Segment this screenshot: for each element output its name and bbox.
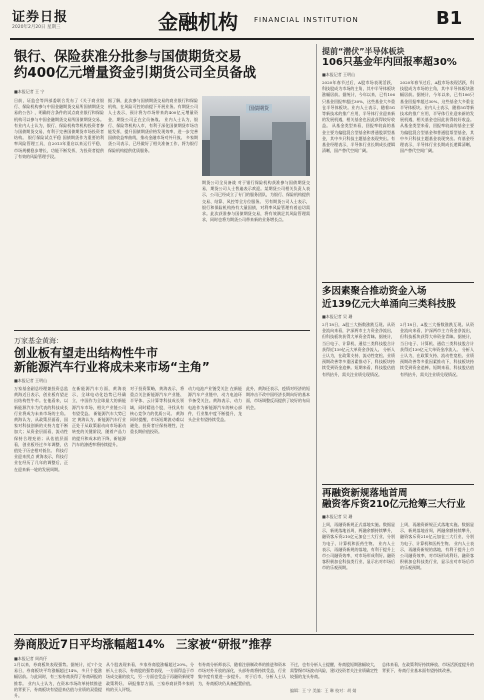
mid-body-col3: 对于投资策略，黄海表示，将重点关注新能源汽车产业链、半导体、云计算等科技成长领域，同时精选个股，寻找具有核心竞争力的优质公司。 黄海同时提醒，市场短期波动难以避免，投资者应保持理性，注重长期价值投资。 bbox=[130, 386, 184, 435]
right-mid-body-col2: 2月18日，A股三大指数涨跌互现。从资金流向来看，沪深两市主力资金净流出，但科技板块获得大单资金青睐。据统计，当日电子、计算机、通信三类科技股合计获得近139亿元大单资金净流入。 分析人士认为，在政策支持、流动性宽松、业绩预期改善等多重因素推动下，科技板块持续受到资金追捧。短期来看，科技股估值有所抬升，需关注业绩兑现情况。 bbox=[400, 322, 474, 377]
lead-headline-line2: 约400亿元增量资金引期货公司全员备战 bbox=[14, 66, 257, 82]
section-title-en: FINANCIAL INSTITUTION bbox=[254, 16, 359, 24]
mid-body-col2: 在新能源汽车方面，黄海表示，全球电动化趋势已经确立，中国作为全球最大的新能源汽车市场，相关产业链公司有望受益。 新能源汽车大势已定 黄海认为，新能源汽车行业正处于从政策驱动向市场驱动转变的关键阶段，随着产品力的提升和成本的下降，新能源汽车的渗透率将持续提升。 bbox=[72, 386, 126, 447]
section-title: 金融机构 bbox=[158, 10, 238, 34]
right-bottom-byline: ■本报记者 吴 珊 bbox=[322, 514, 353, 519]
right-top-headline: 106只基金年内回报率超30% bbox=[322, 57, 457, 68]
bottom-byline: ■本报记者 周尚伃 bbox=[14, 656, 48, 661]
right-mid-body-col1: 2月18日，A股三大指数涨跌互现。从资金流向来看，沪深两市主力资金净流出，但科技板块获得大单资金青睐。据统计，当日电子、计算机、通信三类科技股合计获得近139亿元大单资金净流入。 分析人士认为，在政策支持、流动性宽松、业绩预期改善等多重因素推动下，科技板块持续受到资金追捧。短期来看，科技股估值有所抬升，需关注业绩兑现情况。 bbox=[322, 322, 395, 377]
right-mid-headline: 多因素聚合推动资金入场 bbox=[322, 286, 427, 297]
right-top-body-col2: 2020年春节过后，A股市场表现活跃，科技股成为市场的主角，其中半导体板块涨幅居前。据统计，今年以来，已有106只基金回报率超过30%，这些基金大多重仓半导体板块。业内人士表示，随着5G等新技术的推广应用，半导体行业迎来新的发展机遇，相关基金也因此获得较好收益。 从基金类型来看，回报率较高的基金主要为偏股混合型基金和普通股票型基金，其中多只科技主题基金表现突出。有基金经理表示，半导体行业长期成长逻辑清晰，国产替代空间广阔。 bbox=[400, 80, 474, 154]
paper-name: 证券日报 bbox=[12, 10, 69, 25]
mid-headline-line2: 新能源汽车行业将成未来市场“主角” bbox=[14, 360, 210, 375]
right-bottom-headline-line2: 融资客斥资210亿元抢筹三大行业 bbox=[322, 499, 466, 511]
right-mid-subhead: 近139亿元大单涌向三类科技股 bbox=[322, 299, 456, 310]
right-mid-byline: ■本报记者 吴 珊 bbox=[322, 314, 353, 319]
paper-date: 2020年2月20日 星期三 bbox=[12, 25, 61, 30]
bottom-body-col3: 有券商分析师表示，随着注册制改革的推进和资本市场对外开放的深化，头部券商将持续受益，行业集中度有望进一步提升。 对于后市，分析人士认为，券商板块仍具备配置价值。 bbox=[198, 662, 286, 686]
photo-sign: 国债期货 bbox=[246, 104, 272, 113]
mid-byline: ■本报记者 王明山 bbox=[14, 378, 48, 383]
lead-headline bbox=[14, 50, 314, 82]
page-number: B1 bbox=[436, 8, 463, 29]
mid-body-col4: 动力电池产业链受关注 在新能源汽车产业链中，动力电池环节备受关注。黄海表示，动力电池作为新能源汽车的核心部件，行业集中度不断提升，龙头企业有望持续受益。 bbox=[188, 386, 242, 423]
bottom-body-col4: 不过，也有分析人士提醒，券商股短期涨幅较大，需警惕市场波动风险，建议投资者关注业绩确定性较强的龙头券商。 bbox=[290, 662, 378, 680]
lead-body-col3: 期货公司全员备战 对于银行保险机构获准参与国债期货交易，期货公司人士普遍表示欢迎。某期货公司相关负责人表示，公司已经成立了专门的服务团队，为银行、保险机构提供交易、结算、风控等全方位服务。 另有期货公司人士表示，银行和保险机构持有大量国债，对利率风险管理有着迫切需求。此次获准参与国债期货交易，将有效满足其风险管理需求，同时也将为期货公司带来新的业务增长点。 bbox=[202, 180, 310, 223]
mid-body-col5: 此外，黄海还表示，疫情对经济的短期冲击不改中国经济长期向好的基本面，市场调整反而提供了较好的布局机会。 bbox=[246, 386, 310, 410]
mid-body-col1: 万家基金副总经理兼投资总监黄海近日表示，创业板有望走出结构性牛市。在他看来，以新能源汽车为代表的科技成长行业将成为未来市场的主角。 黄海认为，从政策层面看，国家对科技创新的支持力度不断加大；从资金层面看，流动性保持合理充裕；从估值层面看，创业板经过多年调整，估值处于历史相对低位。 科技行业迎来拐点 黄海表示，科技行业在经历了几年的调整后，正在迎来新一轮的发展周期。 bbox=[14, 386, 68, 472]
right-bottom-headline bbox=[322, 488, 474, 511]
mid-headline bbox=[14, 346, 314, 375]
right-top-byline: ■本报记者 王明山 bbox=[322, 72, 356, 77]
right-bottom-headline-line1: 再融资新规落地首周 bbox=[322, 488, 408, 499]
lead-photo bbox=[202, 96, 310, 176]
section-divider-1 bbox=[14, 330, 310, 331]
page-footer: 编辑：王 宁 美编：王 琳 校对：胡 婧 bbox=[290, 688, 357, 693]
lead-headline-line1: 银行、保险获准分批参与国债期货交易 bbox=[14, 50, 242, 65]
lead-body-col1: 日前，证监会等四部委联合发布了《关于商业银行、保险机构参与中国金融期货交易所国债期货交易的公告》，明确符合条件的试点商业银行和保险机构可以参与中国金融期货交易所国债期货交易。有业内人士认为，银行、保险机构等机构投资者参与国债期货交易，有利于完善国债期货市场投资者结构。 银行保险试点平稳 国债期货作为重要的利率风险管理工具，自2013年重启以来运行平稳，市场规模稳步增长，功能不断发挥，为投资者提供了有效的风险管理手段。 bbox=[14, 98, 104, 159]
right-bottom-body-col2: 上周，再融资新规正式落地实施。数据显示，新规落地首周，两融余额持续攀升，融资客斥资210亿元加仓三大行业，分别为电子、计算机和医药生物。 业内人士表示，再融资新规的落地，有利于提升上市公司融资效率，对市场形成利好。融资客积极加仓科技类行业，显示出对市场后市的乐观预期。 bbox=[400, 522, 474, 571]
lead-body-col2: 据了解，此次参与国债期货交易的商业银行和保险机构，在风险可控的前提下开展业务。有期货公司人士表示，预计将为市场带来约400亿元增量资金，期货公司正在全员备战。 业内人士认为，银行、保险等机构入市，有利于深化国债期货市场功能发挥，提升国债期货价格发现效率，进一步完善国债收益率曲线，推动金融市场对外开放。 多家期货公司表示，已经做好了相关准备工作，将为银行保险机构提供优质服务。 bbox=[108, 98, 198, 153]
right-top-body-col1: 2020年春节过后，A股市场表现活跃，科技股成为市场的主角，其中半导体板块涨幅居前。据统计，今年以来，已有106只基金回报率超过30%，这些基金大多重仓半导体板块。业内人士表示，随着5G等新技术的推广应用，半导体行业迎来新的发展机遇，相关基金也因此获得较好收益。 从基金类型来看，回报率较高的基金主要为偏股混合型基金和普通股票型基金，其中多只科技主题基金表现突出。有基金经理表示，半导体行业长期成长逻辑清晰，国产替代空间广阔。 bbox=[322, 80, 395, 154]
mid-headline-line1: 创业板有望走出结构性牛市 bbox=[14, 346, 159, 360]
right-top-kicker: 提前“潜伏”半导体板块 bbox=[322, 47, 405, 56]
masthead-rule bbox=[10, 38, 474, 40]
right-bottom-body-col1: 上周，再融资新规正式落地实施。数据显示，新规落地首周，两融余额持续攀升，融资客斥资210亿元加仓三大行业，分别为电子、计算机和医药生物。 业内人士表示，再融资新规的落地，有利于提升上市公司融资效率，对市场形成利好。融资客积极加仓科技类行业，显示出对市场后市的乐观预期。 bbox=[322, 522, 395, 571]
masthead bbox=[0, 0, 484, 40]
column-separator bbox=[316, 44, 317, 632]
mid-kicker: 万家基金黄海： bbox=[14, 337, 63, 345]
right-divider-1 bbox=[322, 282, 474, 283]
section-divider-2 bbox=[14, 634, 474, 635]
bottom-body-col5: 总体来看，在政策利好持续释放、市场活跃度提升的背景下，券商行业基本面有望持续改善。 bbox=[382, 662, 474, 674]
bottom-body-col1: 2月以来，券商板块表现强势。据统计，近7个交易日，券商板块平均涨幅超过14%，多只个股涨幅居前。与此同时，有三家券商获得了券商研报的推荐。 业内人士认为，在资本市场改革持续推进的背景下，券商板块有望迎来估值与业绩的双重提升。 bbox=[14, 662, 102, 698]
lead-byline: ■本报记者 王 宁 bbox=[14, 89, 45, 94]
bottom-headline: 券商股近7日平均涨幅超14% 三家被“研报”推荐 bbox=[14, 637, 272, 651]
bottom-body-col2: 从个股表现来看，多家券商股涨幅超过20%。分析人士表示，券商股的强势表现，一方面得益于市场成交量的放大，另一方面也受益于再融资新规等政策利好。 研报推荐方面，三家券商获得多家机构的买入评级。 bbox=[106, 662, 194, 692]
right-divider-2 bbox=[322, 484, 474, 485]
